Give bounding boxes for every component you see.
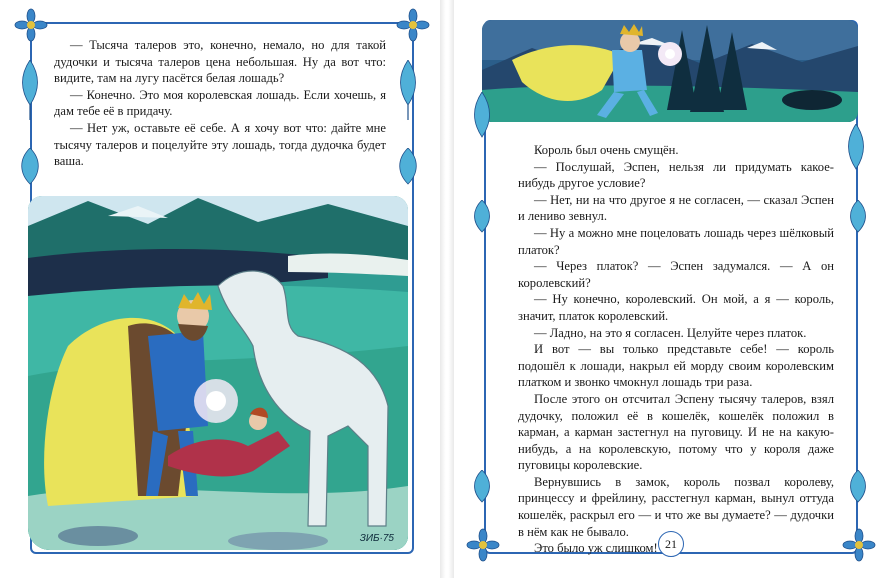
- artist-signature: ЗИБ·75: [359, 533, 394, 544]
- paragraph: Это было уж слишком!: [534, 541, 658, 556]
- flower-ornament-icon: [466, 528, 500, 562]
- flower-ornament-icon: [842, 528, 876, 562]
- leaf-ornament-icon: [20, 60, 40, 120]
- paragraph: — Нет, ни на что другое я не согласен, — сказал Эспен и лениво зевнул.: [518, 192, 834, 224]
- paragraph: Король был очень смущён.: [534, 143, 679, 157]
- leaf-ornament-icon: [848, 200, 868, 240]
- paragraph: — Ладно, на это я согласен. Целуйте через платок.: [534, 325, 807, 340]
- king-and-horse-illustration: [28, 196, 408, 550]
- king-illustration: [482, 20, 858, 122]
- leaf-ornament-icon: [846, 124, 866, 184]
- right-page: [454, 0, 894, 578]
- paragraph: — Ну конечно, королевский. Он мой, а я — король, значит, платок королевский.: [518, 292, 834, 323]
- story-text: [54, 37, 386, 170]
- leaf-ornament-icon: [472, 92, 492, 152]
- page-number: 21: [658, 531, 684, 557]
- paragraph: — Через платок? — Эспен задумался. — А он королевский?: [518, 259, 834, 290]
- flower-ornament-icon: [14, 8, 48, 42]
- book-gutter: [440, 0, 454, 578]
- paragraph: После этого он отсчитал Эспену тысячу талеров, взял дудочку, положил её в кошелёк, кошелёк положил в карман, а карман застегнул на пуговицу. И не на какую-нибудь, а на королевскую, потому что у короля даже пуговицы королевские.: [518, 391, 834, 473]
- leaf-ornament-icon: [472, 200, 492, 240]
- leaf-ornament-icon: [18, 148, 42, 190]
- story-text: [518, 142, 834, 557]
- leaf-ornament-icon: [472, 470, 492, 510]
- paragraph: — Конечно. Это моя королевская лошадь. Если хочешь, я дам тебе её в придачу.: [54, 87, 386, 119]
- paragraph: И вот — вы только представьте себе! — король подошёл к лошади, накрыл ей морду своим королевским платком и звонко чмокнул лошадь три раза.: [518, 342, 834, 390]
- paragraph: — Послушай, Эспен, нельзя ли придумать какое-нибудь другое условие?: [518, 159, 834, 191]
- paragraph: Вернувшись в замок, король позвал королеву, принцессу и фрейлину, расстегнул карман, вынул оттуда кошелёк, раскрыл его — и что же вы думаете? — дудочки в нём как не бывало.: [518, 474, 834, 539]
- left-page: [0, 0, 440, 578]
- flower-ornament-icon: [396, 8, 430, 42]
- paragraph: — Ну а можно мне поцеловать лошадь через шёлковый платок?: [518, 225, 834, 257]
- leaf-ornament-icon: [396, 148, 420, 190]
- leaf-ornament-icon: [398, 60, 418, 120]
- leaf-ornament-icon: [848, 470, 868, 510]
- paragraph: — Тысяча талеров это, конечно, немало, но для такой дудочки и тысяча талеров цена небольшая. Ну да вот что: видите, там на лугу пасётся белая лошадь?: [54, 38, 386, 86]
- paragraph: — Нет уж, оставьте её себе. А я хочу вот что: дайте мне тысячу талеров и поцелуйте эту лошадь, тогда дудочка будет ваша.: [54, 120, 386, 169]
